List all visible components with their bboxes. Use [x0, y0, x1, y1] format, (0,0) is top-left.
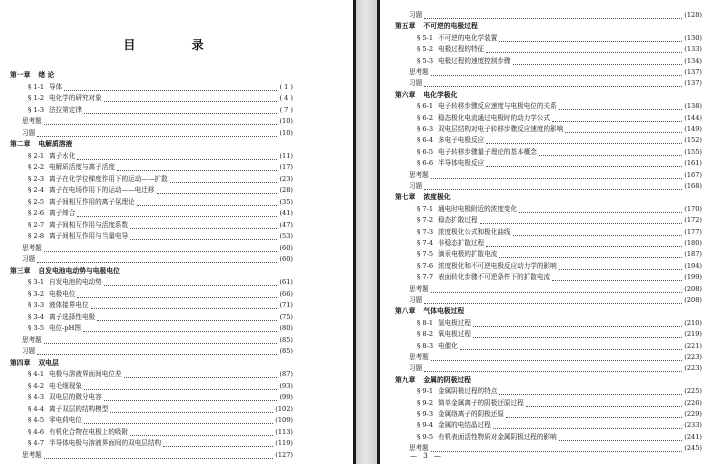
- section-title: 金属的电结晶过程: [438, 421, 491, 430]
- section-number: § 9-3: [417, 410, 434, 418]
- page-number: (47): [279, 220, 293, 229]
- chapter-title: 电解质溶液: [38, 140, 73, 148]
- chapter-number: 第三章: [10, 266, 31, 275]
- section-number: § 2-3: [28, 174, 45, 183]
- section-title: 电极过程的特征: [438, 45, 485, 54]
- page-number: (85): [279, 335, 293, 344]
- section-number: § 4-3: [28, 393, 45, 401]
- page-number: (194): [684, 261, 702, 270]
- page-number: (199): [684, 273, 702, 282]
- section-number: § 8-1: [417, 318, 434, 327]
- page-number: (35): [279, 197, 293, 206]
- section-title: 电子转移步骤反应速度与电极电位的关系: [438, 102, 557, 111]
- page-number: (137): [684, 79, 702, 88]
- section-number: § 2-2: [28, 163, 45, 171]
- page-number: (219): [684, 330, 702, 339]
- section-number: § 7-5: [417, 250, 434, 259]
- page-number: (53): [279, 232, 293, 240]
- section-title: 电极与溶液界面间电位差: [49, 370, 122, 378]
- section-number: § 9-2: [417, 398, 434, 407]
- page-number: (245): [684, 444, 702, 453]
- section-number: § 6-6: [417, 159, 434, 168]
- page-number: (229): [684, 410, 702, 418]
- exercise-label: 思考题: [409, 284, 429, 293]
- section-title: 液体接界电位: [49, 301, 89, 309]
- chapter-title: 双电层: [38, 358, 59, 367]
- page-number: ( 4 ): [279, 94, 293, 102]
- book-gutter: [353, 0, 380, 464]
- chapter-title: 不可逆的电极过程: [423, 22, 478, 31]
- page-number: (134): [684, 56, 702, 65]
- exercise-label: 习题: [22, 128, 36, 137]
- page-number: (17): [279, 163, 293, 171]
- page-number: (109): [275, 416, 293, 424]
- section-title: 导体: [49, 82, 63, 91]
- section-number: § 7-6: [417, 261, 434, 270]
- section-title: 氢电极过程: [438, 318, 471, 327]
- section-number: § 4-6: [28, 427, 45, 436]
- page-number: (144): [684, 113, 702, 122]
- section-number: § 3-3: [28, 301, 45, 309]
- section-number: § 6-3: [417, 125, 434, 133]
- exercise-label: 习题: [409, 364, 423, 373]
- page-number: (180): [684, 239, 702, 247]
- page-number: (161): [684, 159, 702, 168]
- page-number: (221): [684, 341, 702, 350]
- dot-leader: [431, 445, 682, 452]
- exercise-label: 思考题: [22, 243, 42, 252]
- chapter-title: 金属的阴极过程: [423, 375, 471, 384]
- page-number: (102): [275, 404, 293, 413]
- section-number: § 9-5: [417, 432, 434, 441]
- page-number: (99): [279, 393, 293, 401]
- page-number: ( 7 ): [279, 105, 293, 114]
- exercise-label: 习题: [22, 347, 36, 355]
- exercise-label: 思考题: [22, 335, 42, 344]
- section-number: § 7-4: [417, 239, 434, 247]
- exercise-label: 习题: [409, 182, 423, 190]
- page-number: (233): [684, 421, 702, 430]
- page-number: (223): [684, 364, 702, 373]
- chapter-number: 第二章: [10, 140, 31, 148]
- page-number: (170): [684, 204, 702, 213]
- section-title: 双电层结构对电子转移步骤反应速度的影响: [438, 125, 564, 133]
- section-title: 离子间相互作用与当量电导: [49, 232, 129, 240]
- right-page: [380, 0, 713, 464]
- page-number: (149): [684, 125, 702, 133]
- section-number: § 1-2: [28, 94, 45, 102]
- section-title: 金属络离子的阴极还原: [438, 410, 504, 418]
- section-number: § 7-7: [417, 273, 434, 282]
- section-title: 离子间相互作用的离子氛理论: [49, 197, 135, 206]
- page-number: (10): [279, 128, 293, 137]
- section-title: 半导体电极与溶液界面间的双电层结构: [49, 439, 162, 447]
- section-number: § 2-6: [28, 209, 45, 217]
- section-number: § 4-5: [28, 416, 45, 424]
- page-number: (133): [684, 45, 702, 54]
- page-number: (187): [684, 250, 702, 259]
- page-number: (223): [684, 353, 702, 361]
- section-number: § 6-5: [417, 147, 434, 156]
- dot-leader: [44, 452, 273, 459]
- section-number: § 5-1: [417, 33, 434, 42]
- chapter-title: 绪 论: [38, 71, 55, 79]
- page-number: (61): [279, 278, 293, 286]
- exercise-label: 习题: [409, 11, 423, 19]
- exercise-label: 思考题: [409, 444, 429, 453]
- chapter-title: 电化学极化: [423, 90, 458, 99]
- section-number: § 6-4: [417, 136, 434, 145]
- section-title: 零电荷电位: [49, 416, 82, 424]
- exercise-label: 思考题: [409, 68, 429, 76]
- chapter-number: 第九章: [395, 375, 416, 384]
- section-number: § 7-1: [417, 204, 434, 213]
- chapter-number: 第一章: [10, 71, 31, 79]
- section-number: § 4-2: [28, 381, 45, 390]
- section-number: § 7-2: [417, 216, 434, 225]
- page-number: (155): [684, 147, 702, 156]
- section-number: § 2-5: [28, 197, 45, 206]
- section-title: 离子双层的结构模型: [49, 404, 109, 413]
- section-number: § 9-1: [417, 387, 434, 396]
- page-number: (130): [684, 33, 702, 42]
- section-title: 滴汞电极的扩散电流: [438, 250, 498, 259]
- chapter-title: 气体电极过程: [423, 307, 465, 316]
- chapter-title: 自发电池电动势与电极电位: [38, 266, 120, 275]
- section-number: § 2-1: [28, 151, 45, 160]
- page-number: (75): [279, 312, 293, 321]
- page-number: (87): [279, 370, 293, 378]
- section-title: 电毛细现象: [49, 381, 82, 390]
- section-title: 电子转移步骤量子理论的基本概念: [438, 147, 537, 156]
- section-title: 有机化合物在电极上的吸附: [49, 427, 129, 436]
- section-number: § 4-1: [28, 370, 45, 378]
- page-number: (93): [279, 381, 293, 390]
- page-number: (23): [279, 174, 293, 183]
- page-number-footer: — 3 —: [410, 452, 443, 460]
- section-title: 电解质活度与离子活度: [49, 163, 115, 171]
- chapter-number: 第五章: [395, 22, 416, 31]
- exercise-label: 习题: [409, 79, 423, 88]
- section-number: § 9-4: [417, 421, 434, 430]
- page-number: (66): [279, 289, 293, 298]
- section-title: 离子缔合: [49, 209, 76, 217]
- section-title: 多电子电极反应: [438, 136, 485, 145]
- page-number: (10): [279, 117, 293, 125]
- section-number: § 8-3: [417, 341, 434, 350]
- section-title: 电化学的研究对象: [49, 94, 102, 102]
- chapter-number: 第七章: [395, 193, 416, 202]
- page-number: (225): [684, 387, 702, 396]
- chapter-title: 浓度极化: [423, 193, 451, 202]
- page-number: (80): [279, 324, 293, 332]
- section-number: § 1-3: [28, 105, 45, 114]
- section-title: 自发电池的电动势: [49, 278, 102, 286]
- section-title: 半导体电极反应: [438, 159, 485, 168]
- section-title: 离子在化学位梯度作用下的运动——扩散: [49, 174, 168, 183]
- section-number: § 5-2: [417, 45, 434, 54]
- page-number: (85): [279, 347, 293, 355]
- section-number: § 6-1: [417, 102, 434, 111]
- page-number: (11): [279, 151, 293, 160]
- page-number: (226): [684, 398, 702, 407]
- exercise-label: 思考题: [409, 353, 429, 361]
- page-number: (137): [684, 68, 702, 76]
- exercise-label: 习题: [22, 255, 36, 263]
- left-page: [0, 0, 353, 464]
- section-title: 离子在电场作用下的运动——电迁移: [49, 186, 155, 194]
- section-title: 浓度极化公式和极化曲线: [438, 227, 511, 236]
- page-number: (113): [275, 427, 293, 436]
- section-title: 非稳态扩散过程: [438, 239, 485, 247]
- toc-exercise-line: [409, 439, 702, 452]
- page-number: (208): [684, 284, 702, 293]
- page-number: (28): [279, 186, 293, 194]
- page-number: (208): [684, 296, 702, 304]
- page-number: (167): [684, 170, 702, 179]
- section-number: § 3-2: [28, 289, 45, 298]
- section-number: § 2-4: [28, 186, 45, 194]
- section-number: § 8-2: [417, 330, 434, 339]
- exercise-label: 思考题: [409, 170, 429, 179]
- page-number: (119): [275, 439, 293, 447]
- page-number: (210): [684, 318, 702, 327]
- page-number: (152): [684, 136, 702, 145]
- page-number: ( 1 ): [279, 82, 293, 91]
- section-number: § 2-7: [28, 220, 45, 229]
- section-number: § 4-7: [28, 439, 45, 447]
- page-number: (60): [279, 243, 293, 252]
- section-number: § 3-5: [28, 324, 45, 332]
- section-title: 简单金属离子的阴极还原过程: [438, 398, 524, 407]
- section-title: 离子水化: [49, 151, 76, 160]
- exercise-label: 思考题: [22, 117, 42, 125]
- section-title: 双电层的微分电容: [49, 393, 102, 401]
- page-number: (168): [684, 182, 702, 190]
- page-number: (241): [684, 432, 702, 441]
- section-title: 稳态扩散过程: [438, 216, 478, 225]
- chapter-number: 第六章: [395, 90, 416, 99]
- section-title: 电极电位: [49, 289, 76, 298]
- page-number: (177): [684, 227, 702, 236]
- section-title: 电位-pH图: [49, 324, 81, 332]
- toc-exercise-line: [22, 446, 293, 459]
- section-title: 法拉第定律: [49, 105, 82, 114]
- exercise-label: 习题: [409, 296, 423, 304]
- section-number: § 3-4: [28, 312, 45, 321]
- section-title: 氧电极过程: [438, 330, 471, 339]
- section-title: 浓度极化和不可逆电极反应动力学的影响: [438, 261, 557, 270]
- page-number: (71): [279, 301, 293, 309]
- page-number: (41): [279, 209, 293, 217]
- section-title: 离子间相互作用与活度系数: [49, 220, 129, 229]
- section-number: § 5-3: [417, 56, 434, 65]
- section-title: 离子选择性电极: [49, 312, 96, 321]
- section-title: 稳态极化电流通过电极时的动力学公式: [438, 113, 551, 122]
- section-number: § 6-2: [417, 113, 434, 122]
- section-title: 电极过程的速度控制步骤: [438, 56, 511, 65]
- section-number: § 2-8: [28, 232, 45, 240]
- section-title: 电催化: [438, 341, 458, 350]
- exercise-label: 思考题: [22, 450, 42, 459]
- section-number: § 7-3: [417, 227, 434, 236]
- section-number: § 1-1: [28, 82, 45, 91]
- page-number: (60): [279, 255, 293, 263]
- chapter-number: 第四章: [10, 358, 31, 367]
- toc-title: 目 录: [123, 38, 230, 52]
- page-number: (127): [275, 450, 293, 459]
- section-title: 表面转化步骤不可逆条件下的扩散电流: [438, 273, 551, 282]
- section-title: 不可逆的电化学装置: [438, 33, 498, 42]
- section-number: § 4-4: [28, 404, 45, 413]
- page-number: (172): [684, 216, 702, 225]
- page-number: (138): [684, 102, 702, 111]
- section-number: § 3-1: [28, 278, 45, 286]
- section-title: 有机表面活性物质对金属阴极过程的影响: [438, 432, 557, 441]
- chapter-number: 第八章: [395, 307, 416, 316]
- section-title: 金属阴极过程的特点: [438, 387, 498, 396]
- section-title: 通电时电极附近的浓度变化: [438, 204, 518, 213]
- page-number: (128): [684, 11, 702, 19]
